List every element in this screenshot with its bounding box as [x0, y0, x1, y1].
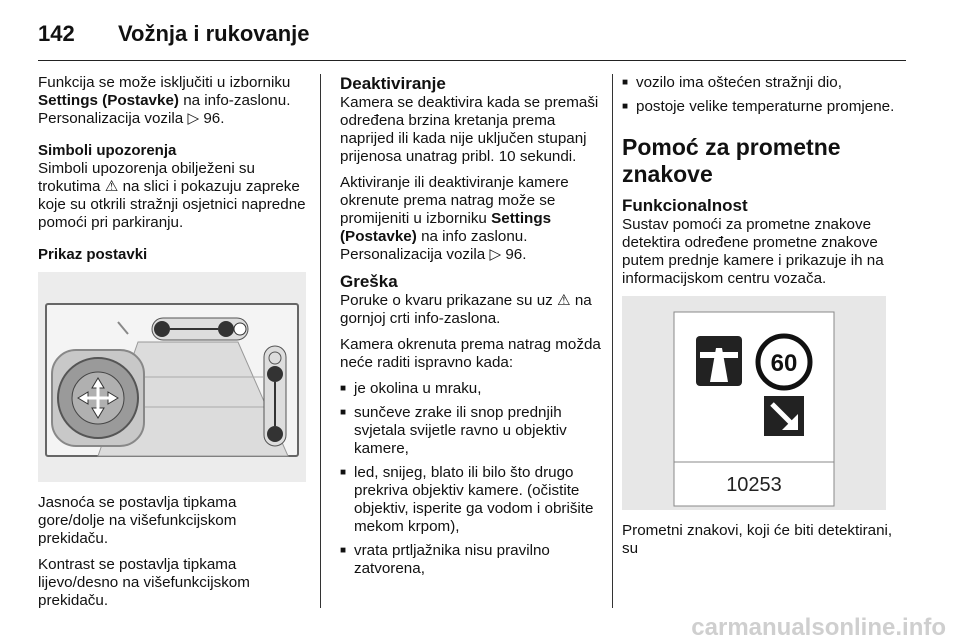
list-item: ■ sunčeve zrake ili snop prednjih svjetala svijetle ravno u objektiv kamere, [340, 404, 608, 458]
section-heading: Simboli upozorenja [38, 142, 177, 159]
list-item: ■ vrata prtljažnika nisu pravilno zatvorena, [340, 542, 608, 578]
column-2 [340, 74, 608, 584]
list-item: ■ je okolina u mraku, [340, 380, 608, 398]
text: na info zaslonu. Personalizacija vozila [340, 228, 528, 263]
text: Funkcija se može isključiti u izborniku [38, 74, 291, 91]
column-divider [612, 74, 613, 608]
list-item: ■ led, snijeg, blato ili bilo što drugo prekriva objektiv kamere. (očistite objektiv, isperite ga vodom i obrišite mekom krpom), [340, 464, 608, 536]
bullet-list [622, 74, 912, 116]
page-ref: 96. [505, 246, 527, 263]
menu-name: Settings (Postavke) [38, 92, 179, 109]
traffic-sign-display-illustration [622, 296, 886, 510]
paragraph [38, 160, 306, 232]
menu-name: Settings (Postavke) [340, 210, 552, 245]
text: Aktiviranje ili deaktiviranje kamere okrenute prema natrag može se promijeniti u izborniku [340, 174, 569, 227]
column-divider [320, 74, 321, 608]
subsection-heading: Funkcionalnost [622, 196, 748, 215]
text: na gornjoj crti info-zaslona. [340, 292, 592, 327]
bullet-list [340, 380, 608, 578]
text: na info-zaslonu. Personalizacija vozila [38, 92, 291, 127]
section-heading: Deaktiviranje [340, 74, 446, 93]
list-item: ■ vozilo ima oštećen stražnji dio, [622, 74, 912, 92]
camera-settings-illustration [38, 272, 306, 482]
page-ref-arrow-icon: ▷ [187, 110, 200, 127]
camera-settings-graphic [38, 272, 306, 482]
text: na slici i pokazuju zapreke koje su otkrili stražnji osjetnici napredne pomoći pri parkiranju. [38, 178, 306, 231]
page-ref-arrow-icon: ▷ [489, 246, 502, 263]
chapter-title: Vožnja i rukovanje [118, 21, 310, 46]
paragraph: Sustav pomoći za prometne znakove detektira određene prometne znakove putem prednje kamere i prikazuje ih na informacijskom centru vozača. [622, 216, 884, 287]
paragraph [340, 292, 608, 328]
paragraph: Prometni znakovi, koji će biti detektirani, su [622, 522, 893, 557]
paragraph [340, 174, 608, 264]
list-item: ■ postoje velike temperaturne promjene. [622, 98, 912, 116]
page-ref: 96. [203, 110, 225, 127]
speed-limit-value: 60 [770, 350, 798, 377]
text: Simboli upozorenja obilježeni su trokutima [38, 160, 255, 195]
traffic-sign-display-graphic [622, 296, 886, 510]
paragraph: Kamera se deaktivira kada se premaši određena brzina kretanja prema naprijed ili kada nije uključen stupanj prijenosa unatrag pribl. 10 sekundi. [340, 94, 599, 165]
text: Poruke o kvaru prikazane su uz [340, 292, 553, 309]
paragraph: Kontrast se postavlja tipkama lijevo/desno na višefunkcijskom prekidaču. [38, 556, 250, 609]
paragraph: Kamera okrenuta prema natrag možda neće raditi ispravno kada: [340, 336, 601, 371]
page-header [38, 14, 310, 54]
paragraph [38, 74, 306, 128]
section-heading: Pomoć za prometne znakove [622, 134, 841, 187]
header-rule [38, 60, 906, 61]
section-heading: Greška [340, 272, 398, 291]
column-1 [38, 74, 306, 618]
section-heading: Prikaz postavki [38, 246, 148, 263]
warning-triangle-icon: ⚠ [104, 178, 119, 195]
watermark: carmanualsonline.info [691, 614, 946, 641]
page-number: 142 [38, 21, 75, 46]
odometer-value: 10253 [726, 474, 782, 496]
warning-triangle-icon: ⚠ [556, 292, 571, 309]
column-3 [622, 74, 912, 566]
paragraph: Jasnoća se postavlja tipkama gore/dolje na višefunkcijskom prekidaču. [38, 494, 237, 547]
